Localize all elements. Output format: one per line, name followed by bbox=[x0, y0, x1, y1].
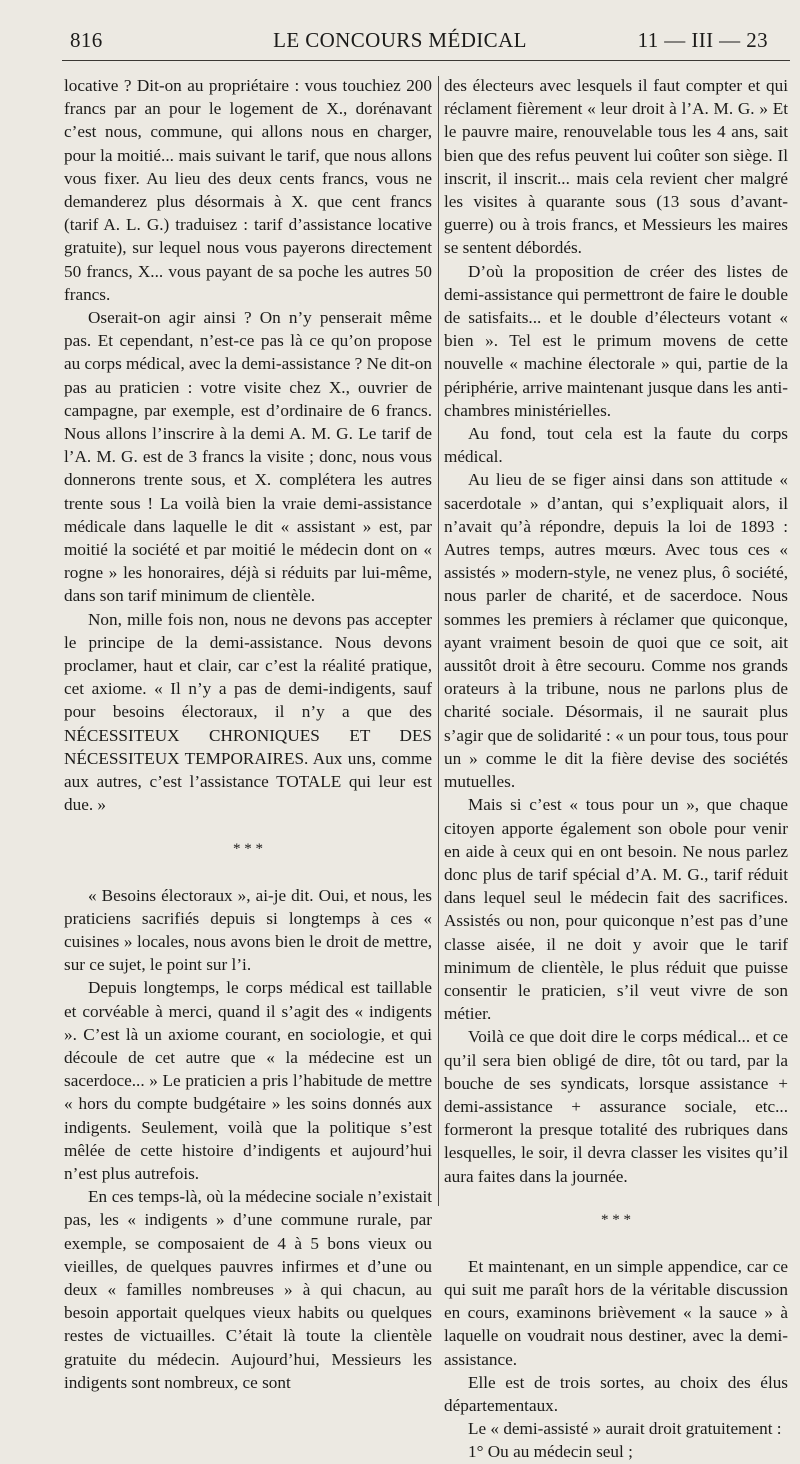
paragraph: 1° Ou au médecin seul ; bbox=[468, 1442, 633, 1462]
paragraph: Et maintenant, en un simple appendice, car ce qui suit me paraît hors de la véritable discussion en cours, examinons brièvement « la sauce » à laquelle on voudrait nous destiner, avec la demi-assistance. bbox=[444, 1256, 788, 1369]
running-header bbox=[0, 22, 800, 56]
issue-date: 11 — III — 23 bbox=[637, 28, 768, 52]
paragraph: locative ? Dit-on au propriétaire : vous touchiez 200 francs par an pour le logement de X., dorénavant c’est nous, commune, qui allons nous en charger, pour la moitié... mais suivant le tarif, que nous allons vous fixer. Au lieu des deux cents francs, vous ne demanderez plus désormais à X. que cent francs (tarif A. L. G.) traduisez : tarif d’assistance locative gratuite), sur lequel nous vous payerons directement 50 francs, X... vous payant de sa poche les autres 50 francs. bbox=[64, 76, 432, 304]
paragraph: des électeurs avec lesquels il faut compter et qui réclament fièrement « leur droit à l’A. M. G. » Et le pauvre maire, renouvelable tous les 4 ans, sait bien que des refus peuvent lui coûter son siège. Il inscrit, il inscrit... mais cela revient cher malgré les visites à quarante sous (13 sous d’avant-guerre) ou à trois francs, et Messieurs les maires se sentent débordés. bbox=[444, 76, 788, 258]
paragraph: « Besoins électoraux », ai-je dit. Oui, et nous, les praticiens sacrifiés depuis si longtemps à ces « cuisines » locales, nous avons bien le droit de mettre, sur ce sujet, le point sur l’i. bbox=[64, 885, 432, 975]
left-column bbox=[64, 74, 432, 1394]
paragraph: Le « demi-assisté » aurait droit gratuitement : bbox=[468, 1419, 782, 1439]
paragraph: Mais si c’est « tous pour un », que chaque citoyen apporte également son obole pour venir en aide à ceux qui en ont besoin. Ne nous parlez donc plus de tarif spécial d’A. M. G., tarif réduit dans lequel seul le médecin fait des sacrifices. Assistés ou non, pour quiconque n’est pas d’une classe aisée, il ne doit y avoir que le tarif minimum de clientèle, le plus réduit que puisse consentir le praticien, s’il veut vivre de son métier. bbox=[444, 795, 788, 1024]
header-rule bbox=[62, 60, 790, 61]
paragraph: D’où la proposition de créer des listes de demi-assistance qui permettront de faire le double de satisfaits... et le double d’électeurs votant « bien ». Tel est le primum movens de cette nouvelle « machine électorale » qui, partie de la périphérie, arrive maintenant jusque dans les anti-chambres ministérielles. bbox=[444, 261, 788, 420]
paragraph: Au lieu de se figer ainsi dans son attitude « sacerdotale » d’antan, qui s’expliquait alors, il n’avait qu’à répondre, depuis la loi de 1893 : Autres temps, autres mœurs. Avec tous ces « assistés » modern-style, ne venez plus, ô société, nous parler de charité, et de sacerdoce. Nous sommes les premiers à réclamer que quiconque, ayant vraiment besoin de quoi que ce soit, ait aussitôt droit à être secouru. Comme nos grands orateurs à la tribune, nous ne parlons plus de charité sociale. Désormais, il ne saurait plus s’agir que de solidarité : « un pour tous, tous pour un » comme le dit la fière devise des sociétés mutuelles. bbox=[444, 470, 788, 792]
column-divider bbox=[438, 76, 439, 1206]
paragraph: Non, mille fois non, nous ne devons pas accepter le principe de la demi-assistance. Nous devons proclamer, haut et clair, car c’est la réalité pratique, cet axiome. « Il n’y a pas de demi-indigents, sauf pour besoins électoraux, il n’y a que des NÉCESSITEUX CHRONIQUES ET DES NÉCESSITEUX TEMPORAIRES. Aux uns, comme aux autres, c’est l’assistance TOTALE qui leur est due. » bbox=[64, 609, 432, 815]
section-separator: * * * bbox=[233, 840, 263, 857]
section-separator: * * * bbox=[601, 1211, 631, 1228]
paragraph: En ces temps-là, où la médecine sociale n’existait pas, les « indigents » d’une commune rurale, par exemple, se composaient de 4 à 5 bons vieux ou vieilles, de quelques pauvres infirmes et d’une ou deux « familles nombreuses » à qui chacun, au besoin apportait quelques vieux habits ou quelques restes de victuailles. C’était là toute la clientèle gratuite du médecin. Aujourd’hui, Messieurs les indigents sont nombreux, ce sont bbox=[64, 1187, 432, 1392]
journal-title: LE CONCOURS MÉDICAL bbox=[273, 28, 527, 52]
paragraph: Elle est de trois sortes, au choix des élus départementaux. bbox=[444, 1372, 788, 1415]
paragraph: Depuis longtemps, le corps médical est taillable et corvéable à merci, quand il s’agit des « indigents ». C’est là un axiome courant, en sociologie, et qui découle de cet autre que « la médecine est un sacerdoce... » Le praticien a pris l’habitude de mettre « hors du compte budgétaire » les soins donnés aux indigents. Seulement, voilà que la politique s’est mêlée de cette histoire d’indigents et aujourd’hui n’est plus autrefois. bbox=[64, 978, 432, 1183]
right-column bbox=[444, 74, 788, 1464]
paragraph: Oserait-on agir ainsi ? On n’y penserait même pas. Et cependant, n’est-ce pas là ce qu’on propose au corps médical, avec la demi-assistance ? Ne dit-on pas au praticien : votre visite chez X., ouvrier de campagne, par exemple, est d’ordinaire de 6 francs. Nous allons l’inscrire à la demi A. M. G. Le tarif de l’A. M. G. est de 3 francs la visite ; donc, nous vous donnerons trente sous, et X. complétera les autres trente sous ! La voilà bien la vraie demi-assistance médicale dans laquelle le dit « assistant » est, par moitié la société et par moitié le médecin dont on « rogne » les honoraires, déjà si réduits par lui-même, dans son tarif minimum de clientèle. bbox=[64, 308, 432, 606]
paragraph: Au fond, tout cela est la faute du corps médical. bbox=[444, 424, 788, 467]
paragraph: Voilà ce que doit dire le corps médical... et ce qu’il sera bien obligé de dire, tôt ou tard, par la bouche de ses syndicats, lorsque assistance + demi-assistance + assurance sociale, etc... formeront la presque totalité des rubriques dans lesquelles, le soir, il devra classer les visites qu’il aura faites dans la journée. bbox=[444, 1027, 788, 1186]
page-number: 816 bbox=[70, 28, 103, 52]
